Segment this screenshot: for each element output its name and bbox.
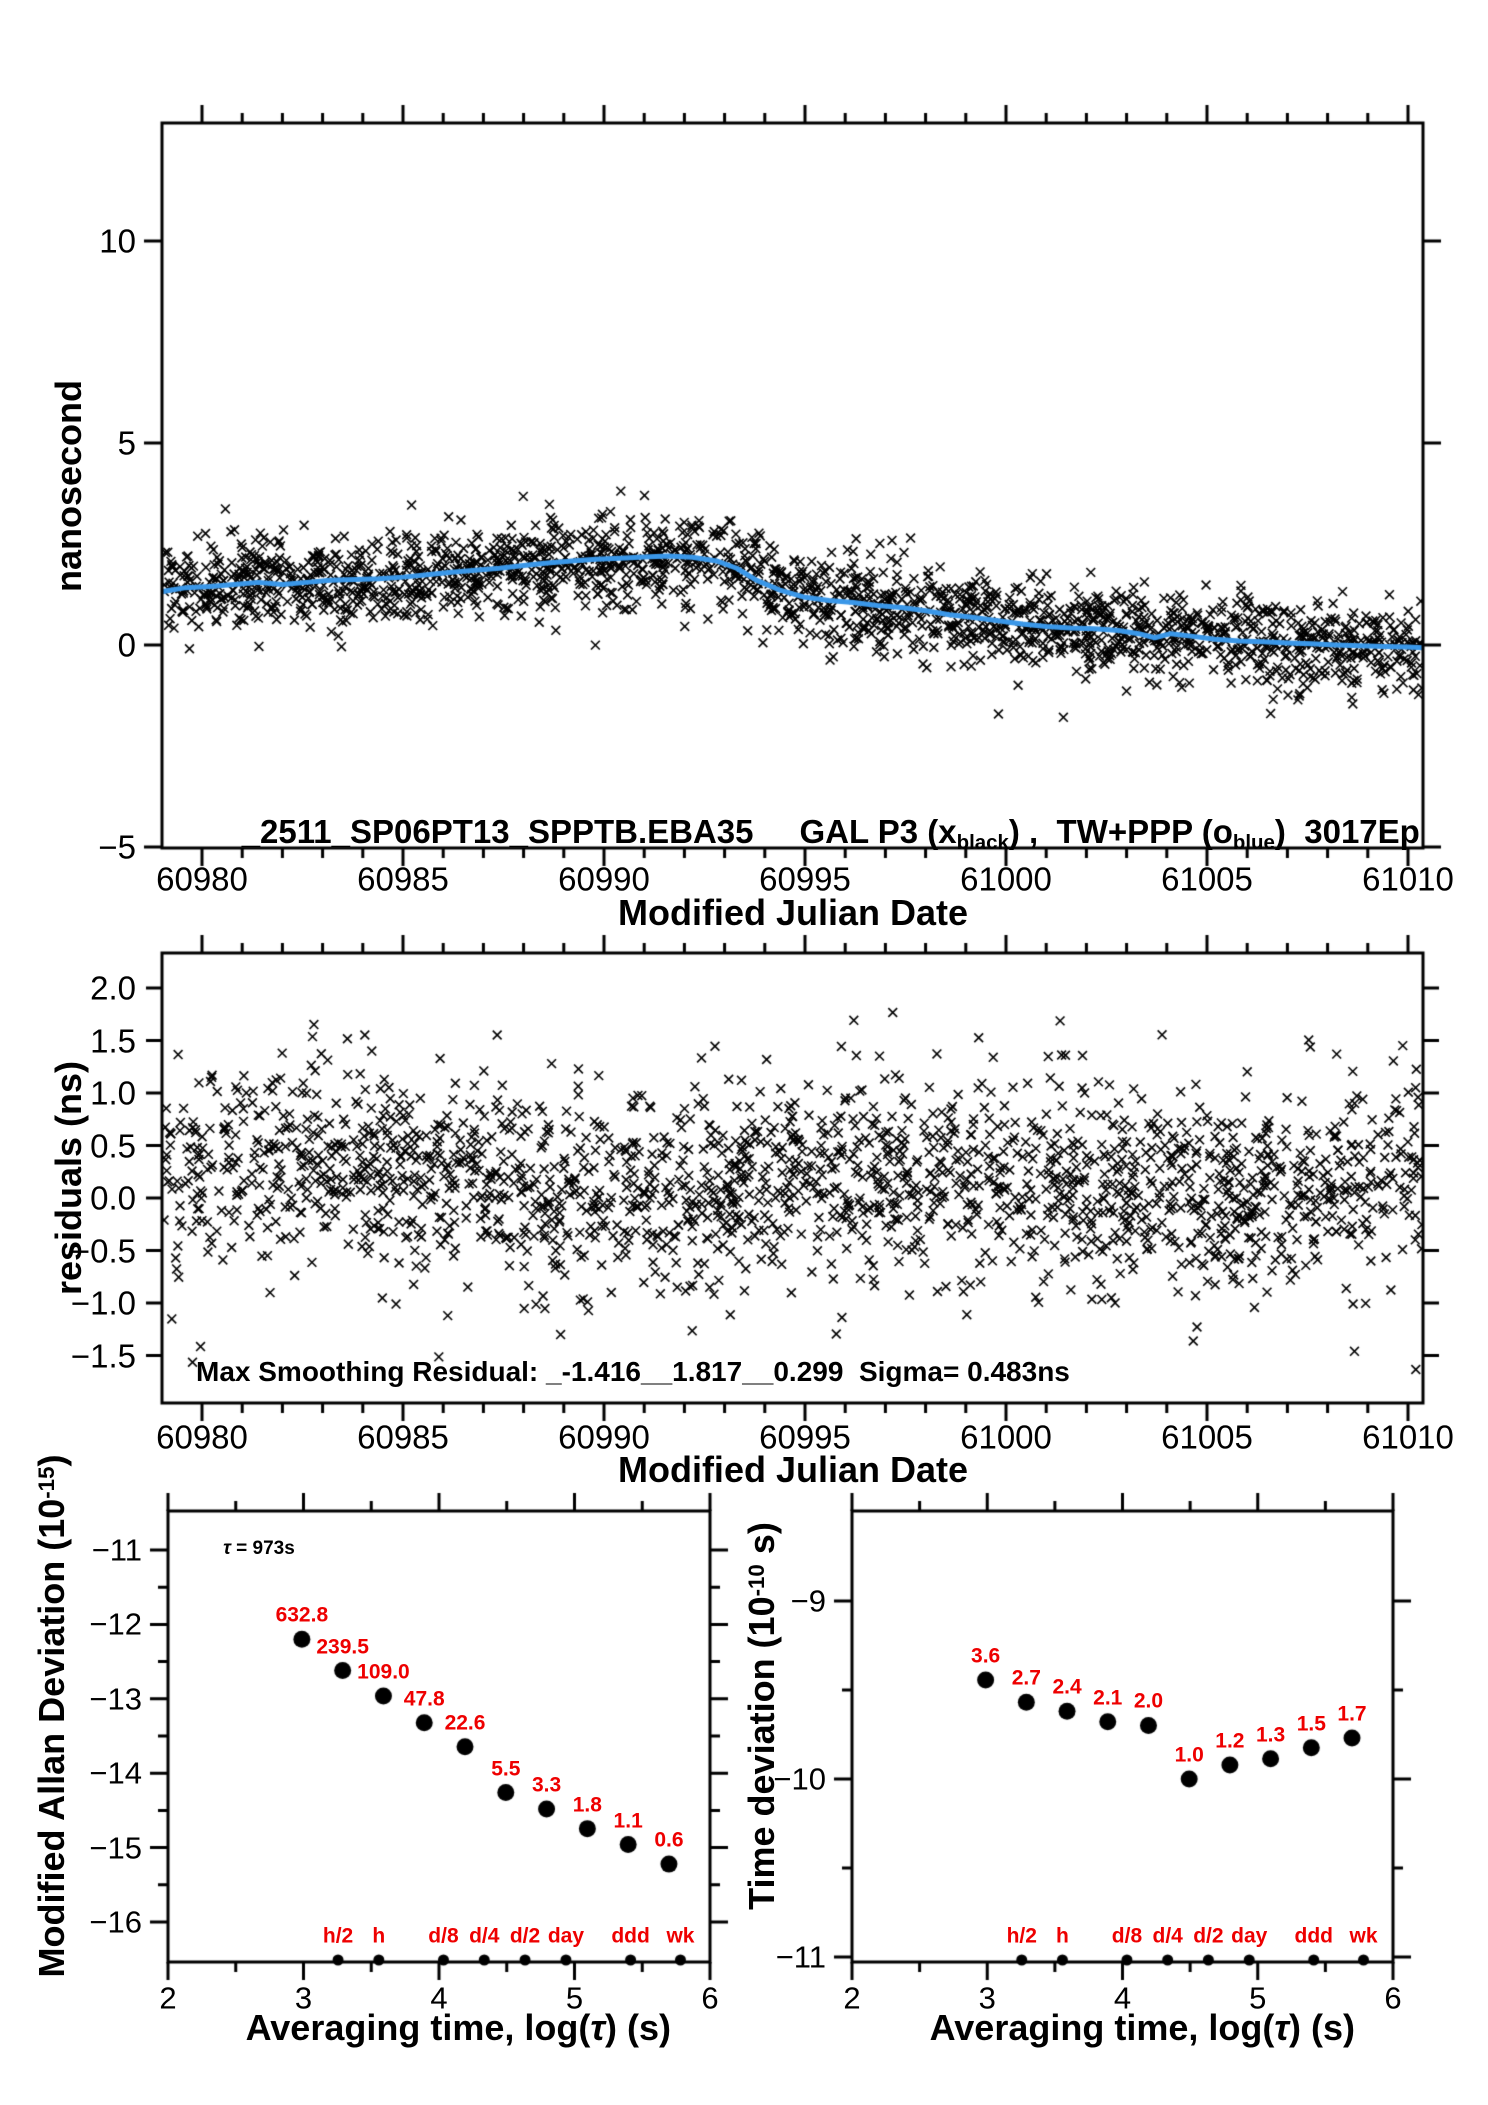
residuals-y-tick-label: 2.0 [90, 969, 136, 1007]
tdev-time-marker-label: ddd [1294, 1924, 1333, 1948]
residuals-x-tick-label: 60990 [558, 1418, 650, 1456]
madev-value-label: 22.6 [444, 1711, 486, 1735]
tdev-y-tick-label: −11 [775, 1939, 826, 1975]
tdev-x-tick-label: 6 [1384, 1980, 1402, 2016]
tdev-x-tick-label: 2 [843, 1980, 861, 2016]
madev-x-axis-title-text: Averaging time, log( [245, 2007, 591, 2048]
residuals-x-tick-label: 61010 [1362, 1418, 1454, 1456]
madev-value-label: 0.6 [654, 1828, 684, 1852]
max-smoothing-residual-annotation: Max Smoothing Residual: _-1.416__1.817__0.299 Sigma= 0.483ns [196, 1356, 1070, 1387]
top-y-tick-label: 5 [117, 424, 136, 462]
top-x-tick-label: 61010 [1362, 860, 1454, 898]
tau-annotation [202, 1520, 295, 1577]
plot-title-filename: _2511_SP06PT13_SPPTB.EBA35 [241, 813, 754, 850]
residuals-x-tick-label: 61005 [1161, 1418, 1253, 1456]
top-y-tick-label: −5 [98, 828, 136, 866]
tau-symbol: τ [1274, 2007, 1290, 2048]
madev-y-tick-label: −15 [89, 1830, 142, 1866]
top-x-tick-label: 60990 [558, 860, 650, 898]
top-x-tick-label: 60985 [357, 860, 449, 898]
tdev-y-axis-title-text: Time deviation (10 [741, 1596, 782, 1910]
madev-value-label: 109.0 [357, 1660, 410, 1684]
tdev-time-marker-label: d/8 [1111, 1924, 1143, 1948]
tau-annotation-value: = 973s [230, 1538, 295, 1559]
madev-y-axis-title-exp: -15 [33, 1466, 59, 1499]
madev-time-marker-label: day [547, 1924, 585, 1948]
madev-time-marker-label: h [372, 1924, 386, 1948]
plot-title-epochs: ) 3017Ep [1274, 813, 1420, 850]
top-x-tick-label: 61005 [1161, 860, 1253, 898]
residuals-y-tick-label: −0.5 [70, 1232, 136, 1269]
madev-time-marker-label: d/8 [428, 1924, 459, 1948]
madev-y-tick-label: −12 [89, 1606, 142, 1642]
madev-y-tick-label: −11 [91, 1532, 142, 1568]
madev-panel [168, 1511, 710, 1962]
tdev-y-axis-title-close: s) [741, 1522, 782, 1565]
madev-time-marker-label: wk [666, 1924, 695, 1948]
residuals-x-tick-label: 60980 [156, 1418, 248, 1456]
madev-value-label: 5.5 [491, 1757, 521, 1781]
tdev-x-tick-label: 3 [978, 1980, 996, 2016]
tdev-value-label: 2.7 [1011, 1666, 1041, 1690]
madev-y-tick-label: −16 [89, 1904, 142, 1940]
madev-value-label: 1.1 [613, 1809, 643, 1833]
plot-title-series2: ) , TW+PPP (o [1008, 813, 1233, 850]
tdev-time-marker-label: h [1056, 1924, 1069, 1948]
tdev-value-label: 1.5 [1296, 1712, 1326, 1736]
plot-title-sub-black: black [956, 831, 1009, 855]
tdev-x-tick-label: 4 [1113, 1980, 1132, 2016]
top-x-axis-title: Modified Julian Date [617, 892, 969, 933]
tdev-time-marker-label: d/4 [1152, 1924, 1183, 1948]
madev-time-marker-label: h/2 [322, 1924, 354, 1948]
tau-symbol: τ [223, 1538, 231, 1559]
residuals-y-tick-label: 0.0 [90, 1179, 136, 1217]
tdev-y-axis-title-exp: -10 [743, 1564, 769, 1597]
tdev-time-marker-label: wk [1349, 1924, 1378, 1948]
residuals-x-axis-title: Modified Julian Date [617, 1449, 969, 1490]
madev-y-axis-title-close: ) [31, 1454, 72, 1467]
madev-value-label: 239.5 [316, 1635, 369, 1659]
tdev-time-marker-label: day [1231, 1924, 1268, 1948]
residuals-y-tick-label: −1.5 [70, 1337, 136, 1374]
madev-x-tick-label: 2 [159, 1980, 177, 2016]
madev-x-tick-label: 6 [701, 1980, 719, 2016]
top-panel [162, 123, 1423, 848]
plot-title-series1: GAL P3 (x [799, 813, 957, 850]
residuals-x-tick-label: 60985 [357, 1418, 449, 1456]
top-y-axis-title: nanosecond [48, 379, 89, 593]
madev-x-axis-title-close: ) (s) [605, 2007, 672, 2048]
madev-value-label: 47.8 [403, 1687, 445, 1711]
tdev-x-axis-title-close: ) (s) [1289, 2007, 1356, 2048]
tdev-time-marker-label: d/2 [1193, 1924, 1224, 1948]
madev-x-tick-label: 3 [294, 1980, 313, 2016]
tdev-value-label: 1.7 [1337, 1702, 1367, 1726]
top-y-tick-label: 10 [99, 222, 136, 260]
tdev-value-label: 1.3 [1255, 1723, 1286, 1747]
tdev-x-tick-label: 5 [1249, 1980, 1267, 2016]
madev-value-label: 3.3 [531, 1773, 562, 1797]
madev-value-label: 632.8 [275, 1603, 329, 1627]
madev-x-tick-label: 5 [565, 1980, 584, 2016]
madev-time-marker-label: d/4 [469, 1924, 500, 1948]
residuals-y-axis-title: residuals (ns) [48, 1060, 89, 1296]
madev-y-tick-label: −13 [89, 1681, 142, 1717]
residuals-y-tick-label: 1.0 [90, 1074, 136, 1112]
tdev-value-label: 2.4 [1052, 1675, 1082, 1699]
top-x-tick-label: 60995 [759, 860, 851, 898]
tdev-panel [852, 1511, 1393, 1962]
residuals-y-tick-label: 0.5 [90, 1127, 136, 1164]
madev-x-tick-label: 4 [430, 1980, 448, 2016]
tdev-y-tick-label: −10 [773, 1761, 826, 1797]
tdev-value-label: 3.6 [971, 1644, 1001, 1668]
top-y-tick-label: 0 [117, 626, 136, 664]
tdev-value-label: 1.0 [1174, 1743, 1204, 1767]
residuals-x-tick-label: 60995 [759, 1418, 851, 1456]
madev-y-tick-label: −14 [89, 1755, 142, 1791]
tdev-value-label: 1.2 [1215, 1729, 1245, 1753]
madev-value-label: 1.8 [572, 1793, 602, 1817]
madev-y-axis-title-text: Modified Allan Deviation (10 [31, 1498, 72, 1978]
tdev-time-marker-label: h/2 [1006, 1924, 1037, 1948]
residuals-x-tick-label: 61000 [960, 1418, 1052, 1456]
top-x-tick-label: 60980 [156, 860, 248, 898]
tdev-x-axis-title-text: Averaging time, log( [929, 2007, 1275, 2048]
madev-time-marker-label: d/2 [509, 1924, 541, 1948]
residuals-panel [162, 953, 1423, 1403]
tdev-value-label: 2.1 [1093, 1686, 1123, 1710]
tdev-y-tick-label: −9 [790, 1583, 826, 1619]
tau-symbol: τ [590, 2007, 606, 2048]
residuals-y-tick-label: −1.0 [70, 1284, 136, 1322]
tdev-value-label: 2.0 [1133, 1689, 1164, 1713]
residuals-y-tick-label: 1.5 [90, 1022, 136, 1059]
plot-title-sub-blue: blue [1232, 831, 1275, 855]
top-x-tick-label: 61000 [960, 860, 1052, 898]
madev-time-marker-label: ddd [611, 1924, 650, 1948]
